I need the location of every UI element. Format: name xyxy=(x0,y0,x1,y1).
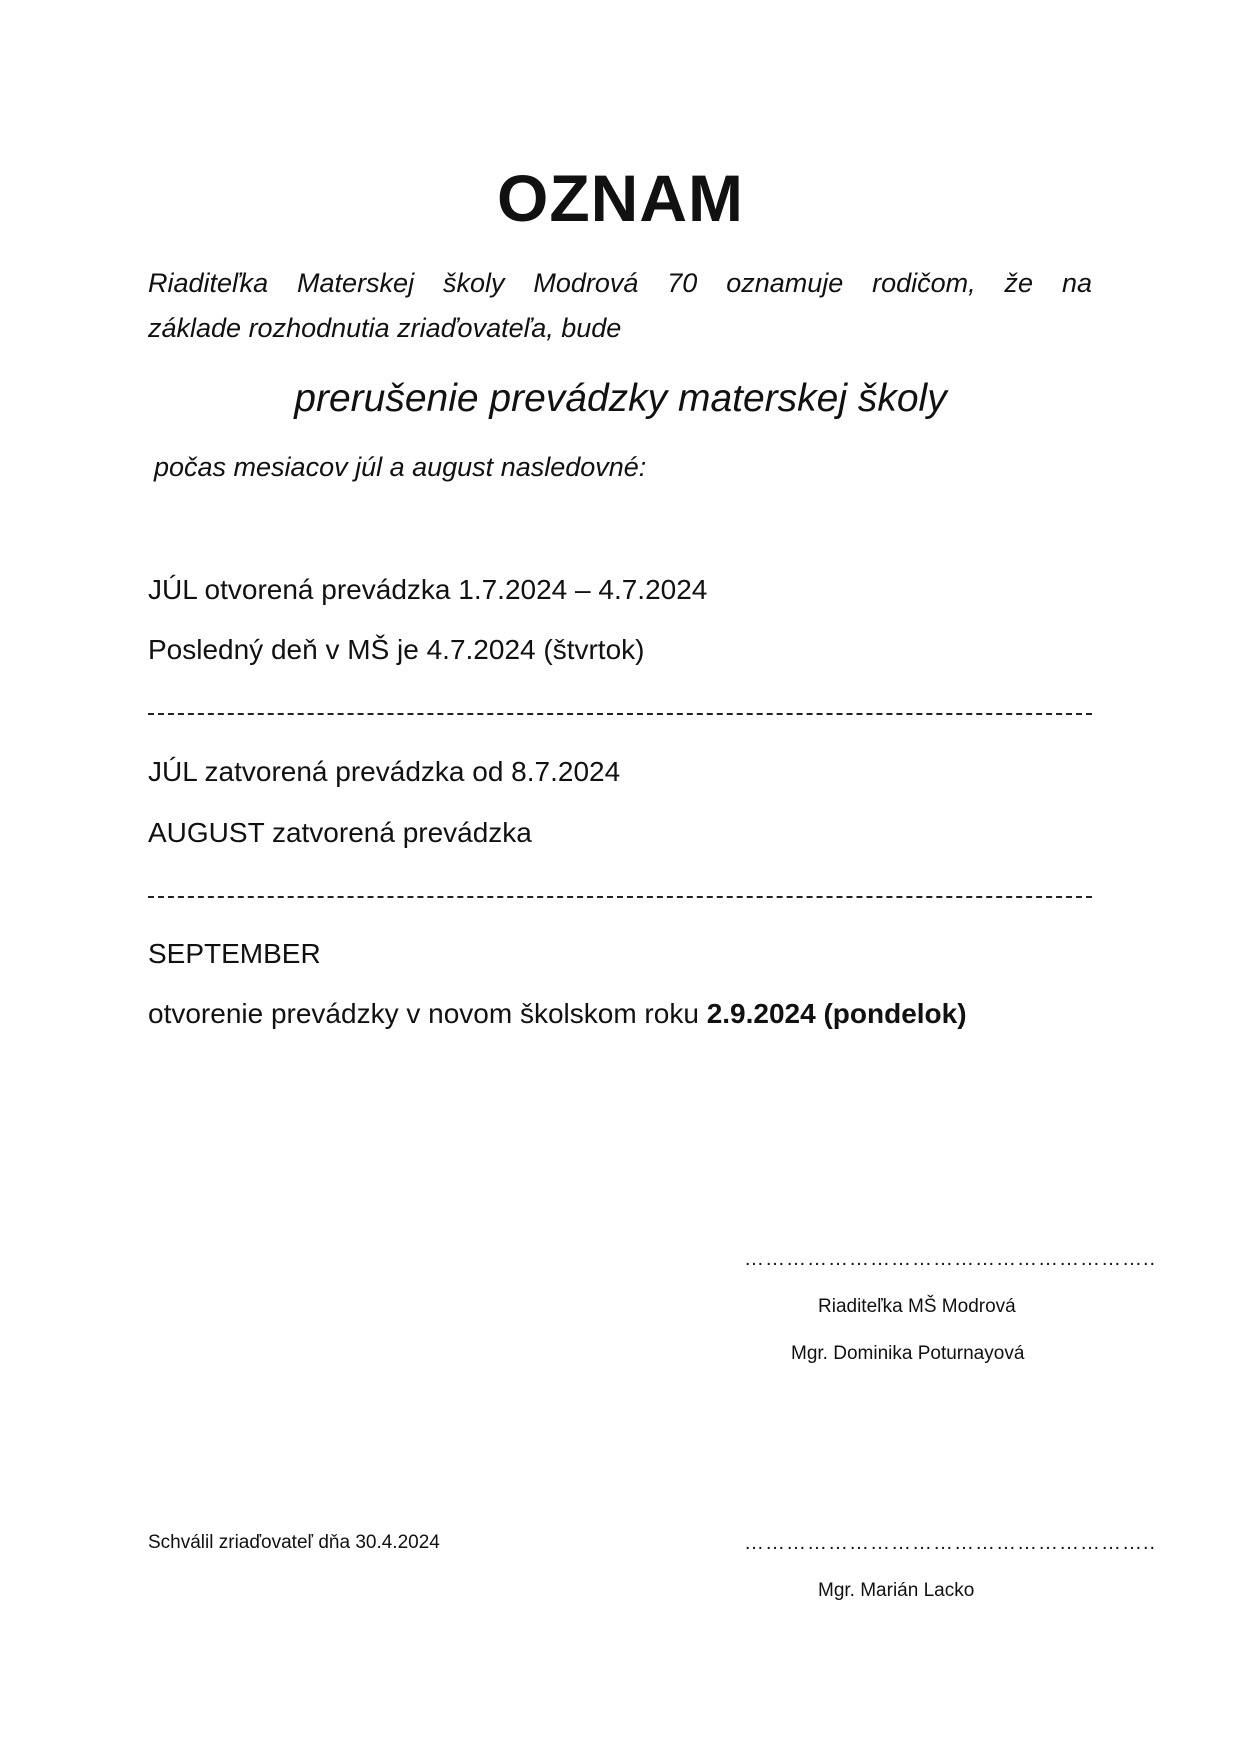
schedule-september-line xyxy=(148,998,967,1030)
schedule-august-closed: AUGUST zatvorená prevádzka xyxy=(148,817,532,848)
schedule-last-day: Posledný deň v MŠ je 4.7.2024 (štvrtok) xyxy=(148,634,645,665)
september-text: otvorenie prevádzky v novom školskom roku xyxy=(148,998,707,1029)
headline: prerušenie prevádzky materskej školy xyxy=(294,377,947,420)
signature-line-founder: ………………………………………………….. xyxy=(744,1532,1157,1554)
page-title: OZNAM xyxy=(497,161,744,235)
founder-name: Mgr. Marián Lacko xyxy=(818,1580,975,1601)
intro-line-2: základe rozhodnutia zriaďovateľa, bude xyxy=(148,313,622,343)
schedule-jul-open: JÚL otvorená prevádzka 1.7.2024 – 4.7.2024 xyxy=(148,574,708,605)
schedule-jul-closed: JÚL zatvorená prevádzka od 8.7.2024 xyxy=(148,756,621,787)
director-name: Mgr. Dominika Poturnayová xyxy=(791,1343,1025,1364)
schedule-september-label: SEPTEMBER xyxy=(148,938,321,969)
dashed-divider xyxy=(148,896,1092,898)
intro-line-3: počas mesiacov júl a august nasledovné: xyxy=(154,452,647,482)
director-role: Riaditeľka MŠ Modrová xyxy=(818,1296,1016,1317)
approved-date: Schválil zriaďovateľ dňa 30.4.2024 xyxy=(148,1532,440,1553)
dashed-divider xyxy=(148,713,1092,715)
signature-line-director: ………………………………………………….. xyxy=(744,1248,1157,1270)
september-date: 2.9.2024 (pondelok) xyxy=(706,998,967,1029)
intro-line-1: Riaditeľka Materskej školy Modrová 70 oznamuje rodičom, že na xyxy=(148,268,1092,298)
